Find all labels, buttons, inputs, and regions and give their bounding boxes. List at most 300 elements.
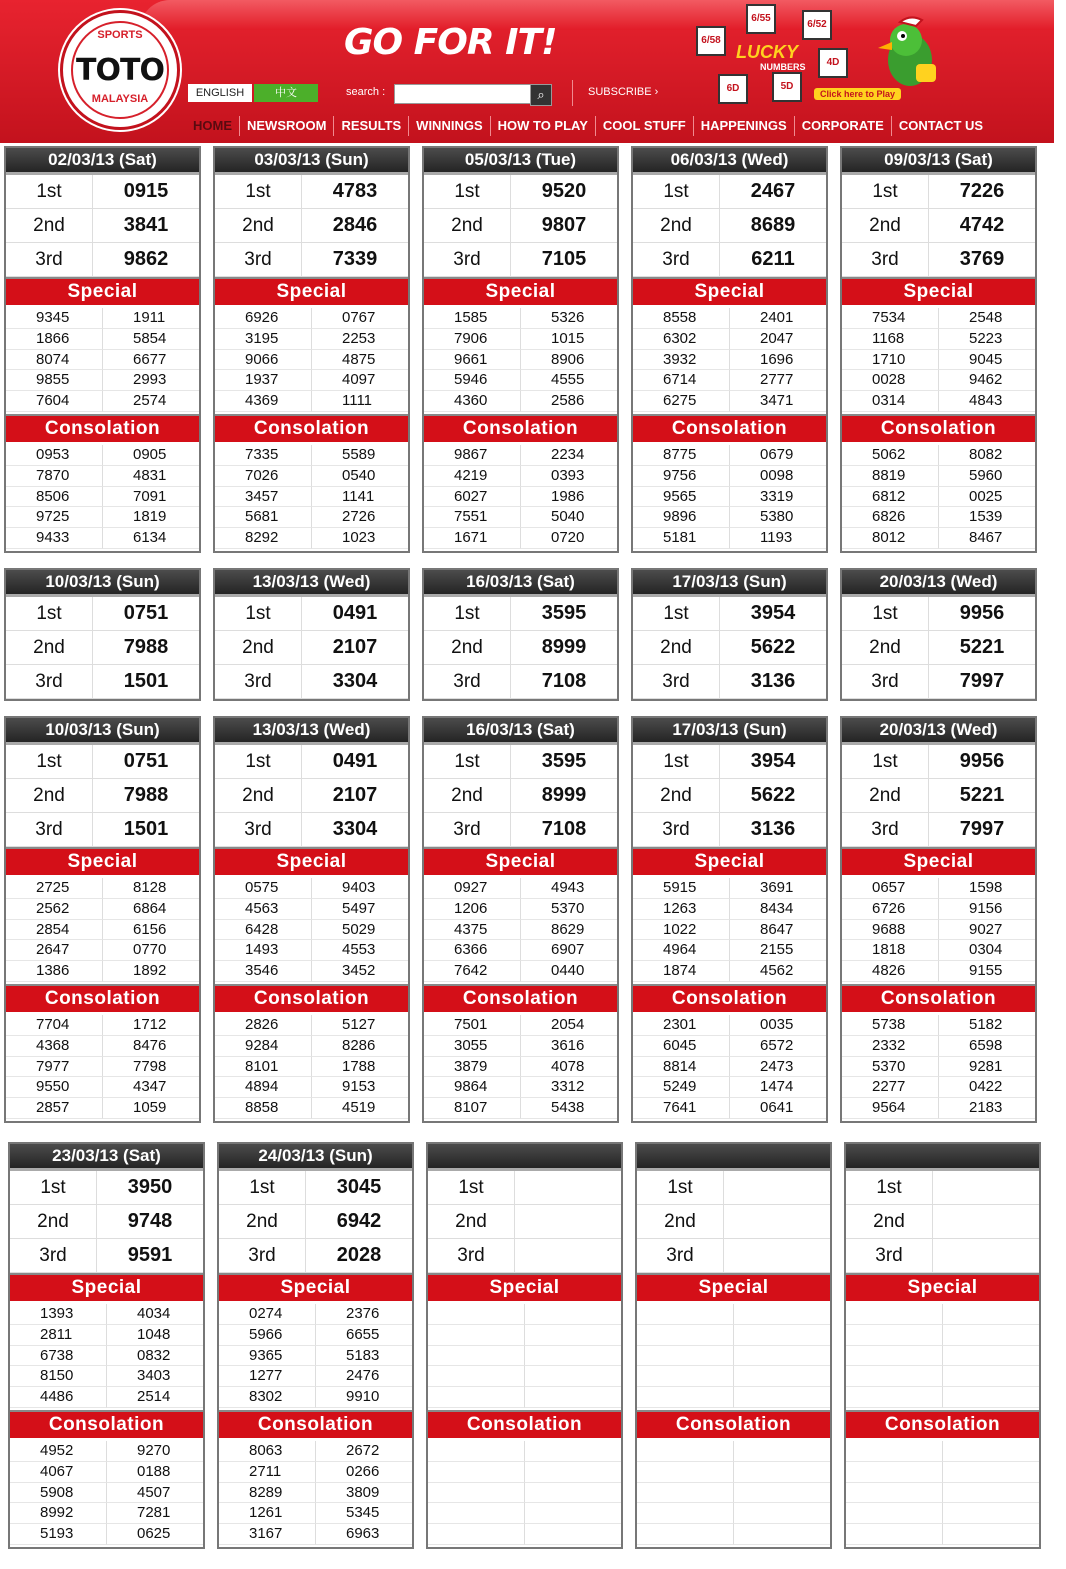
consolation-number bbox=[525, 1462, 621, 1483]
special-numbers bbox=[633, 305, 826, 414]
consolation-row bbox=[633, 1077, 826, 1098]
special-number bbox=[637, 1304, 734, 1325]
result-card bbox=[844, 1142, 1041, 1549]
special-numbers bbox=[10, 1301, 203, 1410]
consolation-row bbox=[842, 487, 1035, 508]
consolation-number: 9433 bbox=[6, 528, 103, 549]
consolation-number: 7091 bbox=[103, 487, 199, 508]
lang-english-button[interactable]: ENGLISH bbox=[188, 84, 252, 102]
special-number: 9066 bbox=[215, 350, 312, 371]
result-card bbox=[422, 146, 619, 553]
consolation-number: 8992 bbox=[10, 1503, 107, 1524]
special-number bbox=[846, 1387, 943, 1408]
game-6-58-badge: 6/58 bbox=[696, 26, 726, 56]
special-number: 2725 bbox=[6, 878, 103, 899]
consolation-number: 0188 bbox=[107, 1462, 203, 1483]
special-row bbox=[428, 1366, 621, 1387]
consolation-number: 1059 bbox=[103, 1098, 199, 1119]
special-row bbox=[6, 391, 199, 412]
nav-winnings[interactable]: WINNINGS bbox=[408, 116, 489, 136]
special-number: 3195 bbox=[215, 329, 312, 350]
prize-row bbox=[424, 779, 617, 813]
prize-number: 3595 bbox=[541, 750, 587, 772]
special-number: 7906 bbox=[424, 329, 521, 350]
consolation-number bbox=[637, 1483, 734, 1504]
special-number: 9156 bbox=[939, 899, 1035, 920]
prize-number: 3954 bbox=[750, 602, 796, 624]
consolation-number: 9565 bbox=[633, 487, 730, 508]
special-header: Special bbox=[637, 1273, 830, 1301]
special-number: 1818 bbox=[842, 940, 939, 961]
special-number: 7604 bbox=[6, 391, 103, 412]
consolation-row bbox=[215, 507, 408, 528]
special-number: 6926 bbox=[215, 308, 312, 329]
prize-row bbox=[424, 745, 617, 779]
prize-number: 0491 bbox=[332, 750, 378, 772]
special-numbers bbox=[219, 1301, 412, 1410]
consolation-number: 7870 bbox=[6, 466, 103, 487]
special-number: 5946 bbox=[424, 370, 521, 391]
result-card bbox=[4, 716, 201, 1123]
draw-date: 10/03/13 (Sun) bbox=[6, 718, 199, 745]
prize-label: 3rd bbox=[424, 665, 511, 698]
consolation-number bbox=[637, 1524, 734, 1545]
consolation-row bbox=[637, 1483, 830, 1504]
special-number: 0028 bbox=[842, 370, 939, 391]
prize-number: 7226 bbox=[959, 180, 1005, 202]
prize-row bbox=[637, 1171, 830, 1205]
prize-number: 3595 bbox=[541, 602, 587, 624]
prize-label: 3rd bbox=[424, 813, 511, 846]
special-number: 2811 bbox=[10, 1325, 107, 1346]
prize-row bbox=[424, 175, 617, 209]
prize-label: 3rd bbox=[633, 665, 720, 698]
special-number: 2777 bbox=[730, 370, 826, 391]
special-number: 3546 bbox=[215, 961, 312, 982]
consolation-number: 6027 bbox=[424, 487, 521, 508]
lang-chinese-button[interactable]: 中文 bbox=[254, 84, 318, 102]
consolation-row bbox=[6, 1077, 199, 1098]
special-number: 6275 bbox=[633, 391, 730, 412]
consolation-numbers bbox=[424, 1012, 617, 1121]
prize-row bbox=[219, 1205, 412, 1239]
result-card bbox=[426, 1142, 623, 1549]
consolation-row bbox=[424, 466, 617, 487]
nav-cool-stuff[interactable]: COOL STUFF bbox=[595, 116, 693, 136]
result-card bbox=[840, 568, 1037, 701]
consolation-number: 0422 bbox=[939, 1077, 1035, 1098]
special-number: 4553 bbox=[312, 940, 408, 961]
special-numbers bbox=[633, 875, 826, 984]
special-row bbox=[10, 1346, 203, 1367]
special-number: 1263 bbox=[633, 899, 730, 920]
special-number bbox=[846, 1304, 943, 1325]
special-number: 2253 bbox=[312, 329, 408, 350]
special-number: 7642 bbox=[424, 961, 521, 982]
consolation-row bbox=[6, 1057, 199, 1078]
special-row bbox=[6, 308, 199, 329]
special-row bbox=[215, 940, 408, 961]
special-number bbox=[734, 1346, 830, 1367]
special-number bbox=[428, 1346, 525, 1367]
prize-row bbox=[633, 175, 826, 209]
subscribe-link[interactable]: SUBSCRIBE › bbox=[588, 86, 659, 98]
result-card bbox=[840, 716, 1037, 1123]
header-divider bbox=[572, 80, 573, 106]
special-number: 2376 bbox=[316, 1304, 412, 1325]
special-number: 5497 bbox=[312, 899, 408, 920]
consolation-number bbox=[943, 1441, 1039, 1462]
prize-number: 5221 bbox=[959, 636, 1005, 658]
prize-label: 2nd bbox=[842, 209, 929, 242]
special-row bbox=[6, 350, 199, 371]
special-number bbox=[637, 1346, 734, 1367]
prize-label: 1st bbox=[842, 745, 929, 778]
special-number: 2562 bbox=[6, 899, 103, 920]
prize-label: 3rd bbox=[215, 813, 302, 846]
prize-row bbox=[6, 597, 199, 631]
consolation-row bbox=[219, 1483, 412, 1504]
special-number bbox=[428, 1304, 525, 1325]
prize-number: 7108 bbox=[541, 818, 587, 840]
prize-row bbox=[633, 597, 826, 631]
draw-date: 13/03/13 (Wed) bbox=[215, 718, 408, 745]
special-header: Special bbox=[846, 1273, 1039, 1301]
prize-row bbox=[10, 1239, 203, 1273]
special-number: 4943 bbox=[521, 878, 617, 899]
special-row bbox=[424, 308, 617, 329]
consolation-row bbox=[215, 1057, 408, 1078]
nav-contact-us[interactable]: CONTACT US bbox=[891, 116, 990, 136]
special-numbers bbox=[424, 305, 617, 414]
prize-label: 3rd bbox=[215, 243, 302, 276]
consolation-row bbox=[6, 1015, 199, 1036]
special-number: 1206 bbox=[424, 899, 521, 920]
prize-row bbox=[6, 813, 199, 847]
prize-number: 1501 bbox=[123, 670, 169, 692]
special-row bbox=[6, 961, 199, 982]
draw-date: 13/03/13 (Wed) bbox=[215, 570, 408, 597]
special-row bbox=[428, 1304, 621, 1325]
special-row bbox=[424, 899, 617, 920]
special-number: 2047 bbox=[730, 329, 826, 350]
consolation-number: 3055 bbox=[424, 1036, 521, 1057]
prize-label: 2nd bbox=[637, 1205, 724, 1238]
consolation-number: 5345 bbox=[316, 1503, 412, 1524]
consolation-numbers bbox=[424, 442, 617, 551]
special-number bbox=[734, 1366, 830, 1387]
special-row bbox=[215, 878, 408, 899]
consolation-number bbox=[734, 1462, 830, 1483]
consolation-row bbox=[842, 1036, 1035, 1057]
special-row bbox=[842, 391, 1035, 412]
prize-row bbox=[633, 779, 826, 813]
consolation-number: 2826 bbox=[215, 1015, 312, 1036]
draw-date: 06/03/13 (Wed) bbox=[633, 148, 826, 175]
special-number: 6655 bbox=[316, 1325, 412, 1346]
search-input[interactable] bbox=[394, 84, 532, 104]
prize-row bbox=[842, 665, 1035, 699]
consolation-number: 9153 bbox=[312, 1077, 408, 1098]
consolation-number: 3879 bbox=[424, 1057, 521, 1078]
prize-number: 2846 bbox=[332, 214, 378, 236]
prize-number bbox=[933, 1171, 1039, 1204]
game-5d-badge: 5D bbox=[772, 72, 802, 102]
consolation-row bbox=[633, 487, 826, 508]
special-number: 4843 bbox=[939, 391, 1035, 412]
draw-date: 16/03/13 (Sat) bbox=[424, 718, 617, 745]
special-number: 3471 bbox=[730, 391, 826, 412]
special-number: 8434 bbox=[730, 899, 826, 920]
consolation-number: 0098 bbox=[730, 466, 826, 487]
consolation-number: 6963 bbox=[316, 1524, 412, 1545]
consolation-number: 1474 bbox=[730, 1077, 826, 1098]
special-numbers bbox=[6, 305, 199, 414]
prize-row bbox=[6, 745, 199, 779]
consolation-header: Consolation bbox=[633, 414, 826, 442]
prize-label: 1st bbox=[842, 175, 929, 208]
consolation-number: 8107 bbox=[424, 1098, 521, 1119]
consolation-numbers bbox=[633, 442, 826, 551]
consolation-number bbox=[637, 1503, 734, 1524]
sports-toto-logo[interactable] bbox=[60, 10, 180, 130]
prize-label: 1st bbox=[424, 745, 511, 778]
special-numbers bbox=[637, 1301, 830, 1410]
lucky-numbers-promo[interactable] bbox=[690, 4, 960, 104]
special-row bbox=[215, 370, 408, 391]
draw-date: 03/03/13 (Sun) bbox=[215, 148, 408, 175]
consolation-number: 1023 bbox=[312, 528, 408, 549]
prize-row bbox=[842, 209, 1035, 243]
prize-row bbox=[428, 1239, 621, 1273]
consolation-number: 7026 bbox=[215, 466, 312, 487]
special-number: 1710 bbox=[842, 350, 939, 371]
special-number: 3452 bbox=[312, 961, 408, 982]
prize-label: 2nd bbox=[424, 209, 511, 242]
special-row bbox=[424, 391, 617, 412]
special-numbers bbox=[428, 1301, 621, 1410]
draw-date: 10/03/13 (Sun) bbox=[6, 570, 199, 597]
prize-row bbox=[842, 175, 1035, 209]
consolation-numbers bbox=[215, 1012, 408, 1121]
special-number: 8906 bbox=[521, 350, 617, 371]
consolation-number: 8858 bbox=[215, 1098, 312, 1119]
prize-number: 6211 bbox=[751, 248, 795, 270]
consolation-row bbox=[215, 445, 408, 466]
consolation-number bbox=[428, 1483, 525, 1504]
draw-date: 23/03/13 (Sat) bbox=[10, 1144, 203, 1171]
prize-label: 1st bbox=[6, 745, 93, 778]
special-row bbox=[846, 1304, 1039, 1325]
consolation-number: 1986 bbox=[521, 487, 617, 508]
special-row bbox=[215, 329, 408, 350]
prize-row bbox=[633, 631, 826, 665]
consolation-row bbox=[215, 487, 408, 508]
prize-label: 1st bbox=[219, 1171, 306, 1204]
special-row bbox=[633, 920, 826, 941]
prize-row bbox=[637, 1239, 830, 1273]
special-row bbox=[219, 1387, 412, 1408]
consolation-number: 9564 bbox=[842, 1098, 939, 1119]
consolation-row bbox=[10, 1441, 203, 1462]
prize-row bbox=[842, 597, 1035, 631]
special-row bbox=[842, 329, 1035, 350]
prize-label: 3rd bbox=[842, 665, 929, 698]
special-number: 4360 bbox=[424, 391, 521, 412]
prize-row bbox=[215, 745, 408, 779]
special-row bbox=[424, 940, 617, 961]
consolation-row bbox=[637, 1503, 830, 1524]
special-row bbox=[10, 1304, 203, 1325]
special-number: 6302 bbox=[633, 329, 730, 350]
game-6-55-badge: 6/55 bbox=[746, 4, 776, 34]
special-number: 6714 bbox=[633, 370, 730, 391]
special-number bbox=[846, 1325, 943, 1346]
consolation-number: 3809 bbox=[316, 1483, 412, 1504]
special-number: 1277 bbox=[219, 1366, 316, 1387]
special-row bbox=[637, 1304, 830, 1325]
prize-label: 2nd bbox=[219, 1205, 306, 1238]
consolation-header: Consolation bbox=[219, 1410, 412, 1438]
prize-label: 2nd bbox=[633, 631, 720, 664]
prize-row bbox=[10, 1171, 203, 1205]
consolation-number: 8101 bbox=[215, 1057, 312, 1078]
prize-number: 3304 bbox=[332, 670, 378, 692]
special-number: 2401 bbox=[730, 308, 826, 329]
special-row bbox=[424, 878, 617, 899]
special-number: 4555 bbox=[521, 370, 617, 391]
consolation-number bbox=[637, 1441, 734, 1462]
special-number: 3691 bbox=[730, 878, 826, 899]
special-row bbox=[10, 1325, 203, 1346]
special-number: 2548 bbox=[939, 308, 1035, 329]
click-here-to-play-button[interactable]: Click here to Play bbox=[814, 88, 901, 100]
special-numbers bbox=[424, 875, 617, 984]
special-number: 4034 bbox=[107, 1304, 203, 1325]
nav-newsroom[interactable]: NEWSROOM bbox=[239, 116, 333, 136]
special-number: 4563 bbox=[215, 899, 312, 920]
consolation-row bbox=[842, 1098, 1035, 1119]
special-numbers bbox=[6, 875, 199, 984]
consolation-number bbox=[525, 1503, 621, 1524]
special-number: 5029 bbox=[312, 920, 408, 941]
consolation-number: 6826 bbox=[842, 507, 939, 528]
prize-row bbox=[424, 665, 617, 699]
special-number: 6726 bbox=[842, 899, 939, 920]
consolation-number: 7281 bbox=[107, 1503, 203, 1524]
special-row bbox=[633, 899, 826, 920]
special-number: 4375 bbox=[424, 920, 521, 941]
consolation-number: 1539 bbox=[939, 507, 1035, 528]
nav-how-to-play[interactable]: HOW TO PLAY bbox=[490, 116, 595, 136]
special-row bbox=[424, 920, 617, 941]
special-row bbox=[215, 391, 408, 412]
special-number: 1022 bbox=[633, 920, 730, 941]
nav-results[interactable]: RESULTS bbox=[333, 116, 408, 136]
consolation-number: 4519 bbox=[312, 1098, 408, 1119]
consolation-header: Consolation bbox=[6, 414, 199, 442]
special-number: 9155 bbox=[939, 961, 1035, 982]
prize-label: 2nd bbox=[215, 209, 302, 242]
consolation-header: Consolation bbox=[215, 414, 408, 442]
consolation-number bbox=[846, 1441, 943, 1462]
consolation-row bbox=[424, 507, 617, 528]
prize-number bbox=[933, 1205, 1039, 1238]
consolation-row bbox=[633, 466, 826, 487]
prize-label: 1st bbox=[6, 597, 93, 630]
consolation-header: Consolation bbox=[428, 1410, 621, 1438]
prize-row bbox=[424, 631, 617, 665]
special-number: 1393 bbox=[10, 1304, 107, 1325]
prize-row bbox=[428, 1205, 621, 1239]
draw-date: 16/03/13 (Sat) bbox=[424, 570, 617, 597]
prize-row bbox=[424, 243, 617, 277]
special-number bbox=[734, 1325, 830, 1346]
prize-label: 2nd bbox=[215, 631, 302, 664]
prize-number: 0751 bbox=[123, 750, 169, 772]
consolation-number: 6045 bbox=[633, 1036, 730, 1057]
consolation-numbers bbox=[428, 1438, 621, 1547]
special-number: 5966 bbox=[219, 1325, 316, 1346]
prize-number: 2107 bbox=[332, 784, 378, 806]
consolation-number: 5960 bbox=[939, 466, 1035, 487]
prize-number: 7988 bbox=[123, 784, 169, 806]
parrot-mascot-icon bbox=[870, 14, 950, 94]
special-row bbox=[6, 940, 199, 961]
special-row bbox=[215, 899, 408, 920]
nav-home[interactable]: HOME bbox=[193, 118, 232, 133]
draw-date bbox=[846, 1144, 1039, 1171]
special-number: 0770 bbox=[103, 940, 199, 961]
special-row bbox=[637, 1325, 830, 1346]
special-number: 1866 bbox=[6, 329, 103, 350]
consolation-number bbox=[846, 1524, 943, 1545]
prize-number: 4742 bbox=[959, 214, 1005, 236]
prize-number: 7339 bbox=[332, 248, 378, 270]
consolation-row bbox=[633, 1036, 826, 1057]
prize-number: 5622 bbox=[750, 784, 796, 806]
prize-label: 2nd bbox=[6, 209, 93, 242]
special-number bbox=[846, 1346, 943, 1367]
consolation-number: 7335 bbox=[215, 445, 312, 466]
nav-corporate[interactable]: CORPORATE bbox=[794, 116, 891, 136]
consolation-row bbox=[10, 1483, 203, 1504]
prize-number: 8999 bbox=[541, 636, 587, 658]
consolation-row bbox=[428, 1524, 621, 1545]
special-header: Special bbox=[842, 847, 1035, 875]
consolation-row bbox=[10, 1462, 203, 1483]
special-row bbox=[424, 370, 617, 391]
special-number: 0274 bbox=[219, 1304, 316, 1325]
consolation-number: 9281 bbox=[939, 1057, 1035, 1078]
prize-label: 1st bbox=[424, 597, 511, 630]
special-number bbox=[846, 1366, 943, 1387]
consolation-number bbox=[734, 1483, 830, 1504]
prize-number: 3304 bbox=[332, 818, 378, 840]
consolation-number: 2711 bbox=[219, 1462, 316, 1483]
special-row bbox=[428, 1387, 621, 1408]
nav-happenings[interactable]: HAPPENINGS bbox=[693, 116, 794, 136]
consolation-number: 0641 bbox=[730, 1098, 826, 1119]
special-number: 4964 bbox=[633, 940, 730, 961]
consolation-row bbox=[633, 1015, 826, 1036]
consolation-number: 5738 bbox=[842, 1015, 939, 1036]
prize-number bbox=[515, 1171, 621, 1204]
result-card bbox=[213, 568, 410, 701]
consolation-row bbox=[637, 1441, 830, 1462]
special-number: 6738 bbox=[10, 1346, 107, 1367]
search-icon[interactable]: ⌕ bbox=[530, 84, 552, 106]
